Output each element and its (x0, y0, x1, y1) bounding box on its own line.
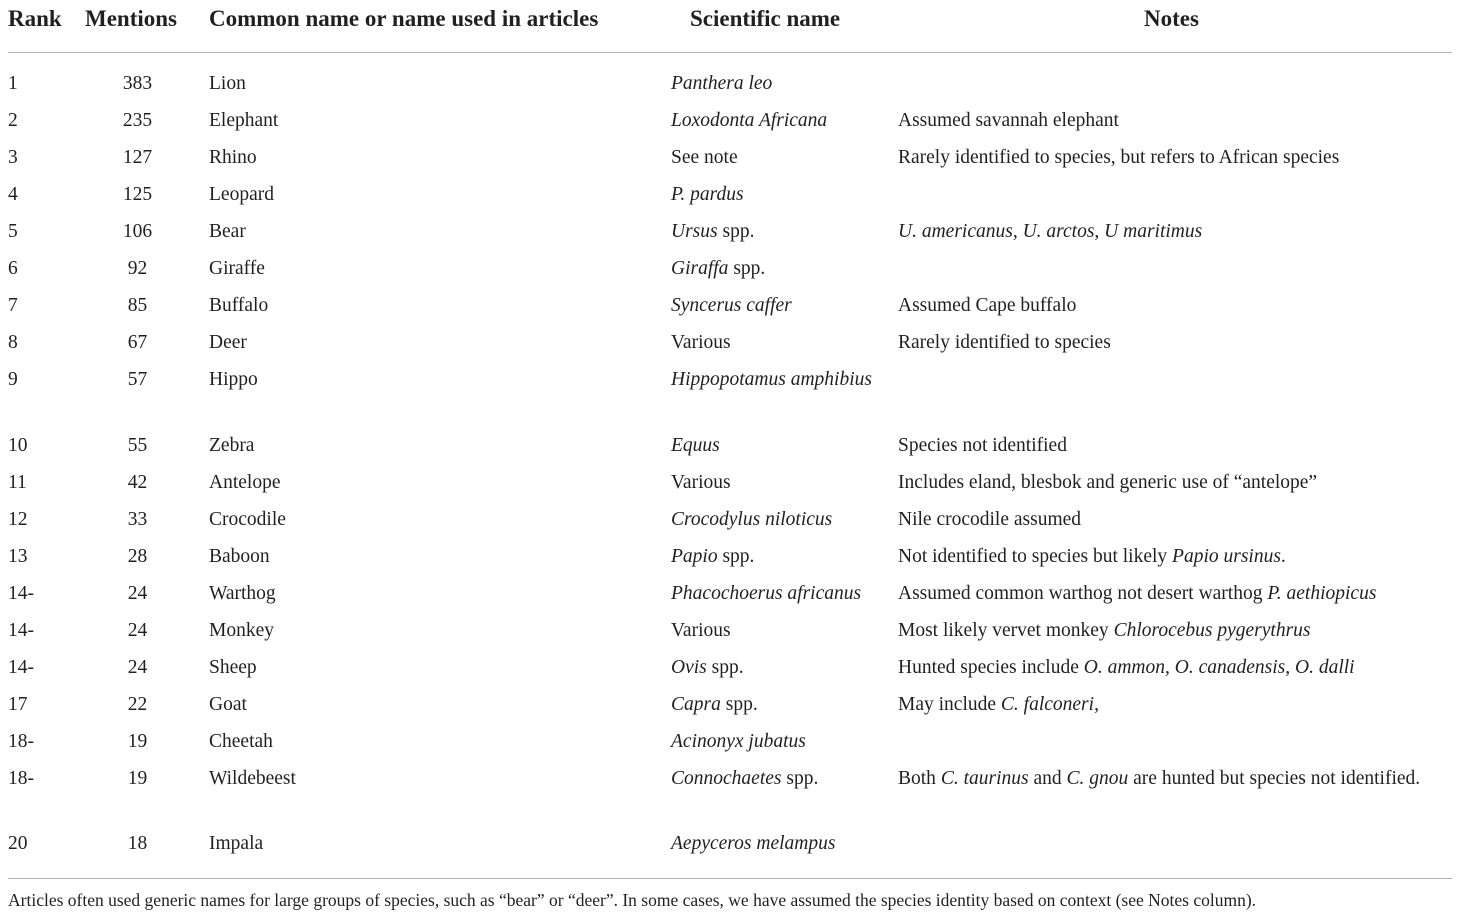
italic-text: C. taurinus (940, 768, 1029, 789)
text-run: , (1094, 694, 1099, 715)
common-name-cell: Buffalo (209, 295, 269, 316)
common-name-cell: Sheep (209, 657, 257, 678)
rank-cell: 6 (8, 258, 18, 279)
mentions-cell: 19 (127, 768, 148, 789)
text-run: . (1280, 546, 1286, 567)
italic-text: Syncerus caffer (671, 295, 792, 316)
italic-text: Aepyceros melampus (671, 833, 836, 854)
mentions-cell: 92 (127, 258, 148, 279)
notes-cell (898, 107, 1443, 135)
common-name-cell: Cheetah (209, 731, 273, 752)
scientific-name-cell (671, 144, 881, 172)
italic-text: Capra (671, 694, 721, 715)
scientific-name-cell (671, 432, 881, 460)
text-run: Species not identified (898, 435, 1067, 456)
notes-cell (898, 432, 1443, 460)
mentions-cell: 85 (127, 295, 148, 316)
text-run: Various (671, 332, 731, 353)
text-run: spp. (706, 657, 744, 678)
common-name-cell: Giraffe (209, 258, 265, 279)
header-scientific-name: Scientific name (690, 6, 841, 31)
common-name-cell: Bear (209, 221, 246, 242)
text-run: Assumed savannah elephant (898, 110, 1119, 131)
scientific-name-cell (671, 469, 881, 497)
scientific-name-cell (671, 255, 881, 283)
italic-text: Papio (671, 546, 718, 567)
notes-cell (898, 469, 1443, 497)
italic-text: Giraffa (671, 258, 729, 279)
scientific-name-cell (671, 70, 881, 98)
text-run: Various (671, 472, 731, 493)
text-run: and (1028, 768, 1067, 789)
mentions-cell: 127 (122, 147, 153, 168)
scientific-name-cell (671, 218, 881, 246)
italic-text: P. pardus (671, 184, 744, 205)
rank-cell: 18- (8, 768, 34, 789)
mentions-cell: 42 (127, 472, 148, 493)
italic-text: C. falconeri (1000, 694, 1095, 715)
italic-text: Hippopotamus amphibius (671, 369, 872, 390)
common-name-cell: Lion (209, 73, 246, 94)
italic-text: Ursus (671, 221, 718, 242)
text-run: spp. (781, 768, 819, 789)
italic-text: Connochaetes (671, 768, 782, 789)
italic-text: Crocodylus niloticus (671, 509, 833, 530)
rank-cell: 20 (8, 833, 28, 854)
notes-cell (898, 218, 1443, 246)
italic-text: Loxodonta Africana (671, 110, 828, 131)
text-run: spp. (717, 546, 755, 567)
scientific-name-cell (671, 691, 881, 719)
mentions-cell: 19 (127, 731, 148, 752)
notes-cell (898, 292, 1443, 320)
text-run: Nile crocodile assumed (898, 509, 1082, 530)
table-footnote: Articles often used generic names for large groups of species, such as “bear” or “deer”. In some cases, we have assumed the species identity based on context (see Notes column). (8, 890, 1257, 910)
scientific-name-cell (671, 292, 881, 320)
italic-text: C. gnou (1066, 768, 1129, 789)
text-run: May include (898, 694, 1001, 715)
rank-cell: 8 (8, 332, 18, 353)
common-name-cell: Rhino (209, 147, 257, 168)
text-run: Both (898, 768, 941, 789)
italic-text: O. ammon, O. canadensis, O. dalli (1083, 657, 1355, 678)
common-name-cell: Monkey (209, 620, 274, 641)
text-run: Not identified to species but likely (898, 546, 1173, 567)
text-run: Most likely vervet monkey (898, 620, 1114, 641)
scientific-name-cell (671, 765, 881, 793)
text-run: spp. (728, 258, 766, 279)
text-run: Rarely identified to species, but refers to African species (898, 147, 1340, 168)
text-run: spp. (717, 221, 755, 242)
common-name-cell: Elephant (209, 110, 279, 131)
common-name-cell: Deer (209, 332, 247, 353)
italic-text: U. americanus, U. arctos, U maritimus (898, 221, 1203, 242)
mentions-cell: 24 (127, 620, 148, 641)
rank-cell: 3 (8, 147, 18, 168)
header-common-name: Common name or name used in articles (209, 6, 599, 31)
text-run: See note (671, 147, 738, 168)
mentions-cell: 33 (127, 509, 148, 530)
text-run: Hunted species include (898, 657, 1084, 678)
text-run: are hunted but species not identified. (1128, 768, 1421, 789)
mentions-cell: 28 (127, 546, 148, 567)
scientific-name-cell (671, 366, 881, 394)
header-notes: Notes (1144, 6, 1199, 31)
rank-cell: 13 (8, 546, 28, 567)
rank-cell: 11 (8, 472, 27, 493)
text-run: Assumed common warthog not desert warthog (898, 583, 1268, 604)
italic-text: Panthera leo (671, 73, 773, 94)
scientific-name-cell (671, 329, 881, 357)
italic-text: Phacochoerus africanus (671, 583, 862, 604)
common-name-cell: Warthog (209, 583, 276, 604)
rank-cell: 2 (8, 110, 18, 131)
common-name-cell: Antelope (209, 472, 281, 493)
scientific-name-cell (671, 617, 881, 645)
rank-cell: 17 (8, 694, 28, 715)
mentions-cell: 106 (122, 221, 153, 242)
scientific-name-cell (671, 654, 881, 682)
notes-cell (898, 329, 1443, 357)
common-name-cell: Hippo (209, 369, 258, 390)
text-run: Various (671, 620, 731, 641)
text-run: Includes eland, blesbok and generic use of “antelope” (898, 472, 1318, 493)
notes-cell (898, 654, 1443, 682)
rank-cell: 1 (8, 73, 18, 94)
common-name-cell: Goat (209, 694, 247, 715)
rank-cell: 14- (8, 583, 34, 604)
header-rank: Rank (8, 6, 62, 31)
notes-cell (898, 506, 1443, 534)
mentions-cell: 24 (127, 657, 148, 678)
common-name-cell: Zebra (209, 435, 255, 456)
notes-cell (898, 765, 1443, 793)
mentions-cell: 125 (122, 184, 153, 205)
text-run: Assumed Cape buffalo (898, 295, 1077, 316)
rank-cell: 14- (8, 657, 34, 678)
mentions-cell: 235 (122, 110, 153, 131)
rank-cell: 10 (8, 435, 28, 456)
rank-cell: 9 (8, 369, 18, 390)
rank-cell: 7 (8, 295, 18, 316)
mentions-cell: 57 (127, 369, 148, 390)
italic-text: Acinonyx jubatus (671, 731, 806, 752)
scientific-name-cell (671, 506, 881, 534)
notes-cell (898, 617, 1443, 645)
scientific-name-cell (671, 728, 881, 756)
rank-cell: 4 (8, 184, 18, 205)
rank-cell: 12 (8, 509, 28, 530)
scientific-name-cell (671, 107, 881, 135)
footer-rule (8, 878, 1452, 879)
mentions-cell: 67 (127, 332, 148, 353)
mentions-cell: 383 (122, 73, 153, 94)
mentions-cell: 24 (127, 583, 148, 604)
italic-text: Ovis (671, 657, 707, 678)
scientific-name-cell (671, 181, 881, 209)
common-name-cell: Baboon (209, 546, 270, 567)
rank-cell: 18- (8, 731, 34, 752)
common-name-cell: Leopard (209, 184, 274, 205)
notes-cell (898, 580, 1443, 608)
scientific-name-cell (671, 830, 881, 858)
notes-cell (898, 543, 1443, 571)
italic-text: Equus (671, 435, 720, 456)
italic-text: P. aethiopicus (1267, 583, 1377, 604)
notes-cell (898, 144, 1443, 172)
header-mentions: Mentions (85, 6, 177, 31)
scientific-name-cell (671, 543, 881, 571)
scientific-name-cell (671, 580, 881, 608)
common-name-cell: Impala (209, 833, 264, 854)
mentions-cell: 18 (127, 833, 148, 854)
mentions-cell: 22 (127, 694, 148, 715)
rank-cell: 14- (8, 620, 34, 641)
text-run: spp. (720, 694, 758, 715)
common-name-cell: Crocodile (209, 509, 286, 530)
rank-cell: 5 (8, 221, 18, 242)
text-run: Rarely identified to species (898, 332, 1111, 353)
mentions-cell: 55 (127, 435, 148, 456)
italic-text: Chlorocebus pygerythrus (1113, 620, 1311, 641)
notes-cell (898, 691, 1443, 719)
italic-text: Papio ursinus (1172, 546, 1281, 567)
common-name-cell: Wildebeest (209, 768, 296, 789)
